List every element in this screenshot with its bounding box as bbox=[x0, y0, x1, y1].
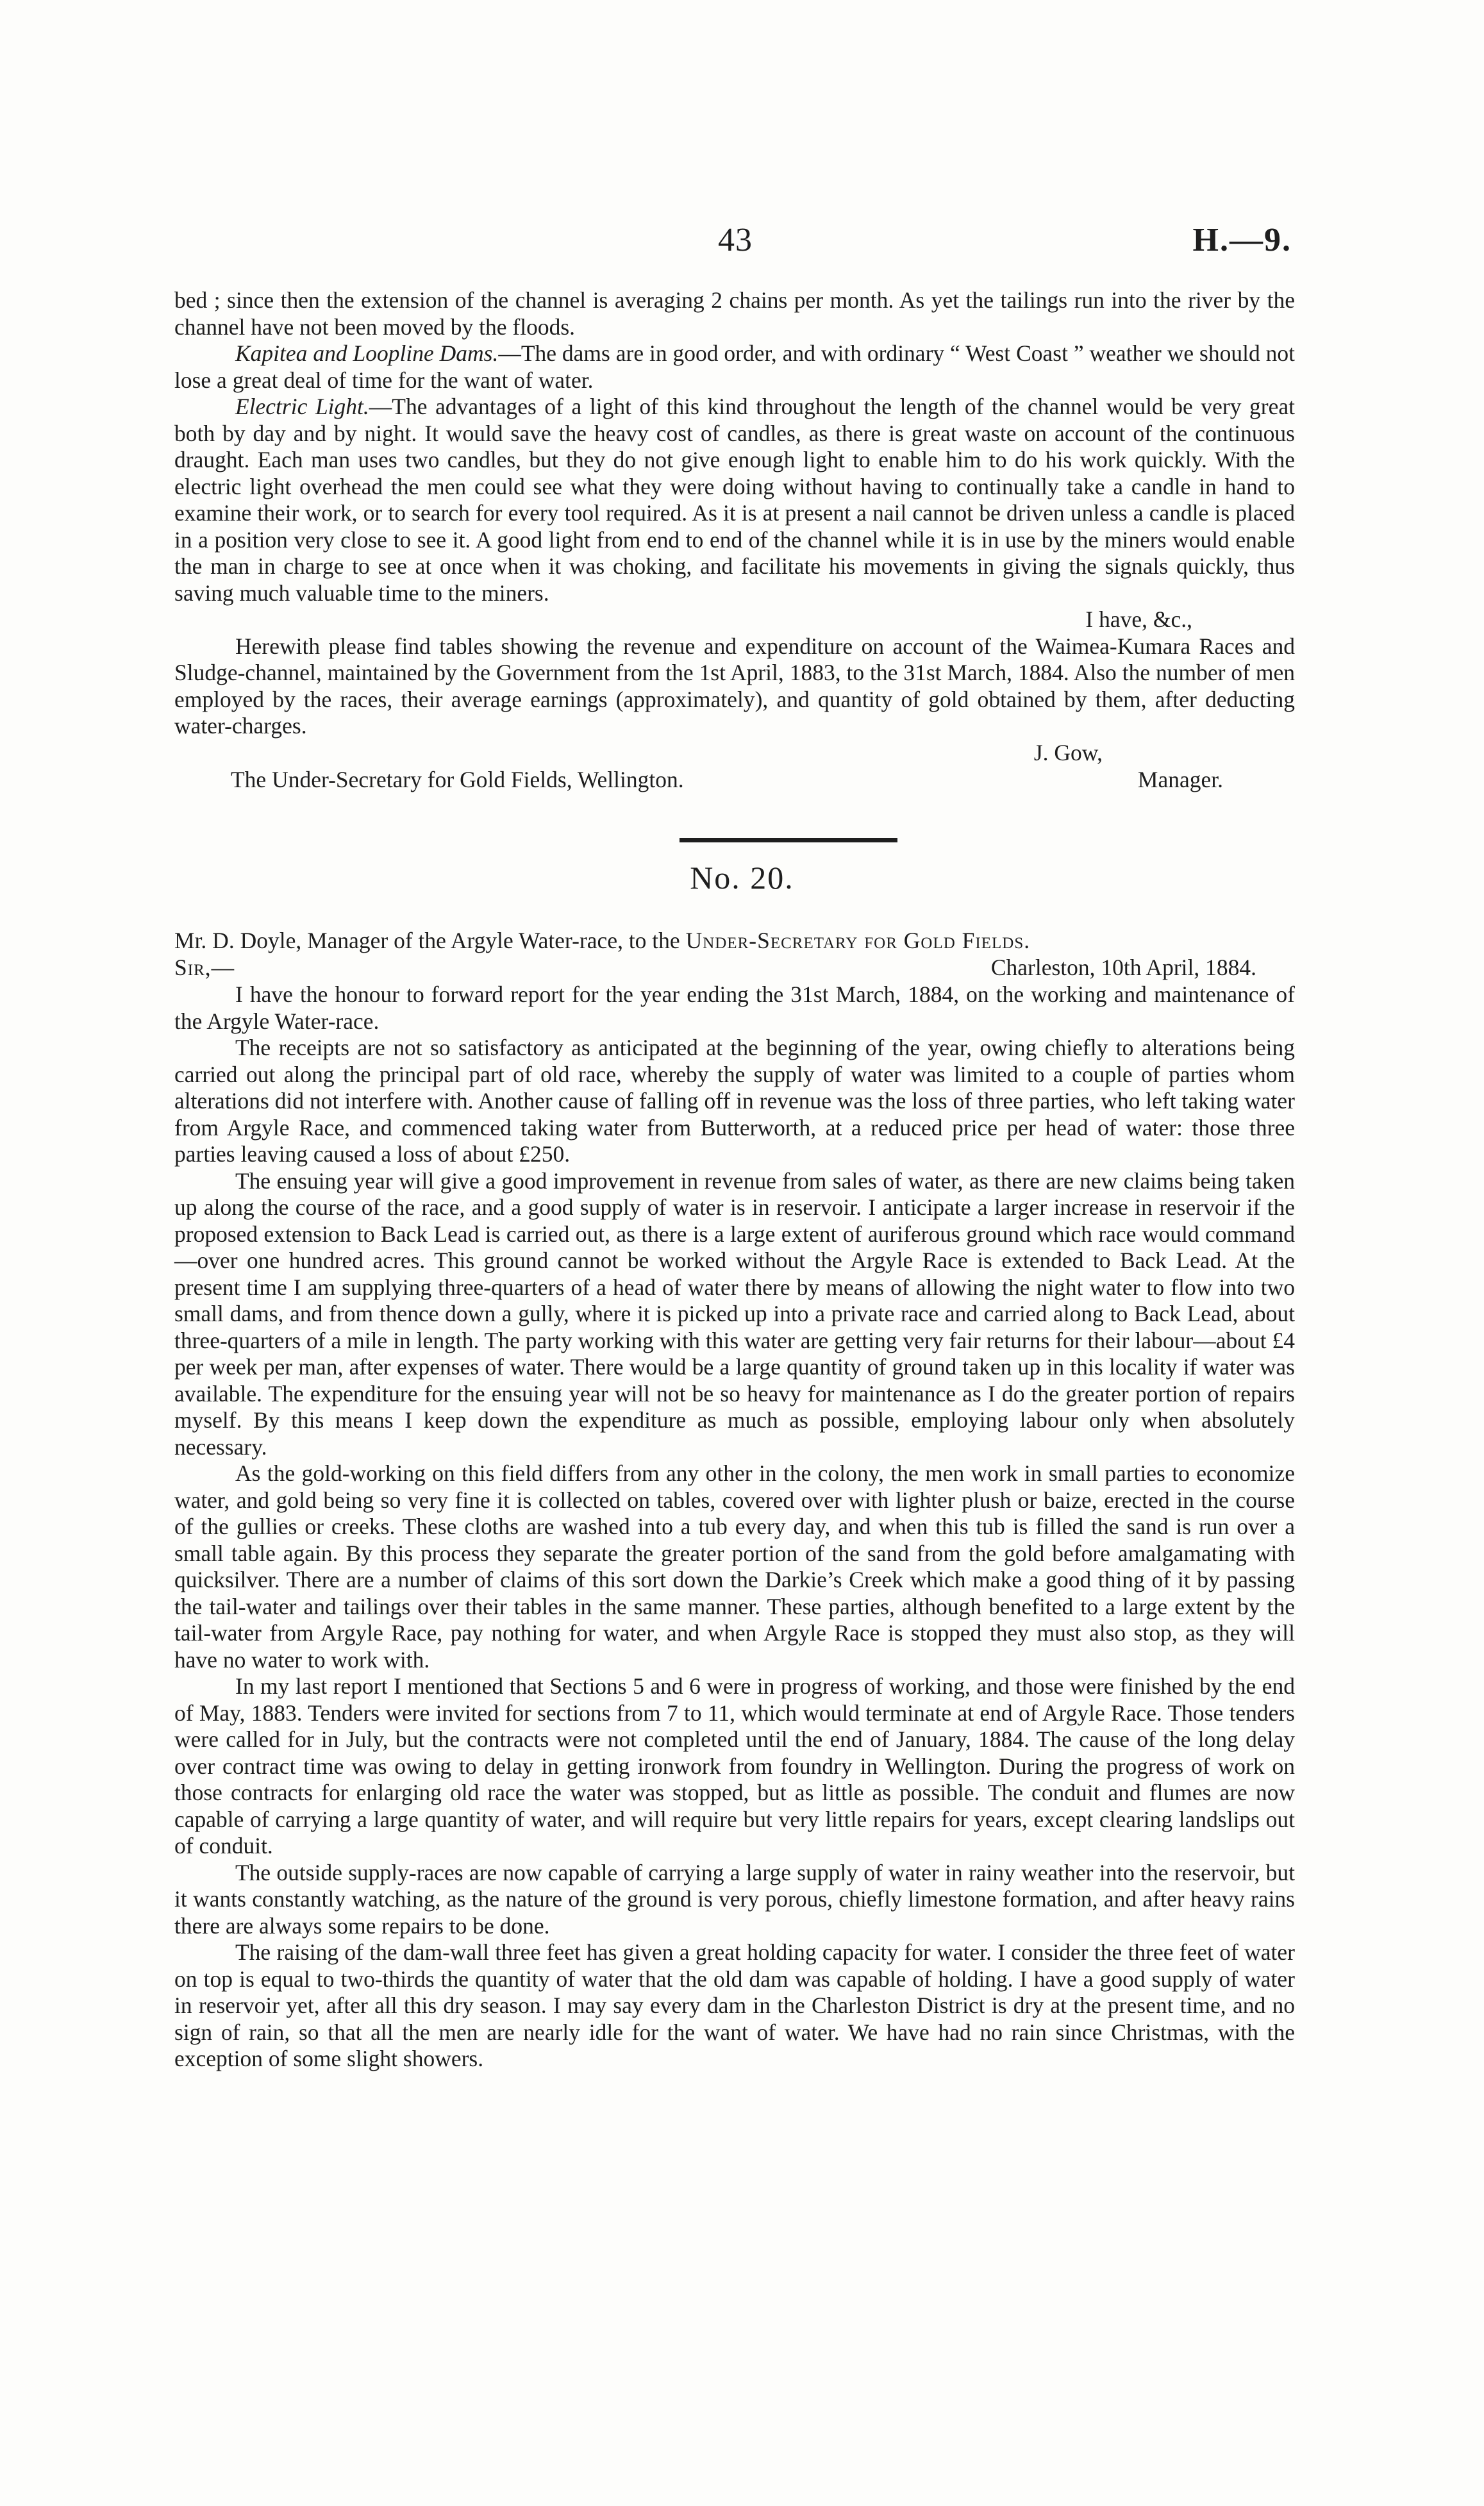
letter-to: Under-Secretary for Gold Fields. bbox=[685, 928, 1031, 953]
page-number: 43 bbox=[718, 222, 753, 258]
subheading-kapitea-dams: Kapitea and Loopline Dams. bbox=[235, 340, 499, 366]
paragraph-electric-light bbox=[174, 394, 1295, 606]
letter-heading bbox=[174, 928, 1295, 982]
paragraph-herewith-tables: Herewith please find tables showing the revenue and expenditure on account of the Waimea-Kumara Races and Sludge-channel, maintained by the Government from the 1st April, 1883, to the 31st March, 1884. Also the number of men employed by the races, their average earnings (approximately), and quantity of gold obtained by them, after deducting water-charges. bbox=[174, 633, 1295, 739]
previous-report-continuation bbox=[174, 287, 1295, 795]
subheading-electric-light: Electric Light. bbox=[235, 394, 369, 419]
letter-paragraph: The receipts are not so satisfactory as anticipated at the beginning of the year, owing chiefly to alterations being carried out along the principal part of old race, whereby the supply of water was limited to a couple of parties whom alterations did not interfere with. Another cause of falling off in revenue was the loss of three parties, who left taking water from Argyle Race, and commenced taking water from Butterworth, at a reduced price per head of water: those three parties leaving caused a loss of about £250. bbox=[174, 1035, 1295, 1167]
signature-row bbox=[174, 740, 1295, 767]
letter-from: Mr. D. Doyle, Manager of the Argyle Water-race, to the bbox=[174, 928, 680, 953]
letter-paragraph: The outside supply-races are now capable of carrying a large supply of water in rainy weather into the reservoir, but it wants constantly watching, as the nature of the ground is very porous, chiefly limestone formation, and after heavy rains there are always some repairs to be done. bbox=[174, 1859, 1295, 1939]
signature-name: J. Gow, bbox=[1033, 739, 1103, 765]
paragraph-kapitea-dams bbox=[174, 340, 1295, 394]
letter-paragraph: As the gold-working on this field differs from any other in the colony, the men work in small parties to economize water, and gold being so very fine it is collected on tables, covered over with lighter plush or baize, erected in the course of the gullies or creeks. These cloths are washed into a tub every day, and when this tub is filled the sand is run over a small table again. By this process they separate the greater portion of the sand from the gold before amalgamating with quicksilver. There are a number of claims of this sort down the Darkie’s Creek which make a good thing of it by passing the tail-water and tailings over their tables in the same manner. These parties, although benefited to a large extent by the tail-water from Argyle Race, pay nothing for water, and when Argyle Race is stopped they must also stop, as they will have no water to work with. bbox=[174, 1460, 1295, 1673]
page-header bbox=[0, 221, 1484, 266]
closing-i-have: I have, &c., bbox=[1085, 606, 1192, 632]
letter-from-to bbox=[174, 928, 1295, 955]
salutation-row bbox=[174, 955, 1295, 982]
letter-paragraph: I have the honour to forward report for the year ending the 31st March, 1884, on the working and maintenance of the Argyle Water-race. bbox=[174, 982, 1295, 1034]
section-divider bbox=[679, 838, 897, 842]
addressee: The Under-Secretary for Gold Fields, Wellington. bbox=[231, 766, 684, 792]
paragraph-channel-extension: bed ; since then the extension of the channel is averaging 2 chains per month. As yet the tailings run into the river by the channel have not been moved by the floods. bbox=[174, 287, 1295, 340]
signature-title: Manager. bbox=[1137, 766, 1223, 792]
place-date: Charleston, 10th April, 1884. bbox=[990, 954, 1256, 980]
paragraph-kapitea-dams-body: —The dams are in good order, and with ordinary “ West Coast ” weather we should not lose a great deal of time for the want of water. bbox=[174, 340, 1295, 393]
letter-paragraph: The ensuing year will give a good improvement in revenue from sales of water, as there are new claims being taken up along the course of the race, and a good supply of water is in reservoir. I anticipate a larger increase in reservoir if the proposed extension to Back Lead is carried out, as there is a large extent of auriferous ground which race would command—over one hundred acres. This ground cannot be worked without the Argyle Race is extended to Back Lead. At the present time I am supplying three-quarters of a head of water there by means of allowing the night water to flow into two small dams, and from thence down a gully, where it is picked up into a private race and carried along to Back Lead, about three-quarters of a mile in length. The party working with this water are getting very fair returns for their labour—about £4 per week per man, after expenses of water. There would be a large quantity of ground taken up in this locality if water was available. The expenditure for the ensuing year will not be so heavy for maintenance as I do the greater portion of repairs myself. By this means I keep down the expenditure as much as possible, employing labour only when absolutely necessary. bbox=[174, 1167, 1295, 1460]
addressee-row bbox=[174, 767, 1295, 795]
salutation: Sir,— bbox=[174, 954, 235, 980]
letter-body bbox=[174, 982, 1295, 2073]
letter-paragraph: The raising of the dam-wall three feet has given a great holding capacity for water. I consider the three feet of water on top is equal to two-thirds the quantity of water that the old dam was capable of holding. I have a good supply of water in reservoir yet, after all this dry season. I may say every dam in the Charleston District is dry at the present time, and no sign of rain, so that all the men are nearly idle for the want of water. We have had no rain since Christmas, with the exception of some slight showers. bbox=[174, 1939, 1295, 2071]
paragraph-electric-light-body: —The advantages of a light of this kind throughout the length of the channel would be very great both by day and by night. It would save the heavy cost of candles, as there is great waste on account of the continuous draught. Each man uses two candles, but they do not give enough light to enable him to do his work quickly. With the electric light overhead the men could see what they were doing without having to continually take a candle in hand to examine their work, or to search for every tool required. As it is at present a nail cannot be driven unless a candle is placed in a position very close to see it. A good light from end to end of the channel while it is in use by the miners would enable the man in charge to see at once when it was choking, and facilitate his movements in giving the signals quickly, thus saving much valuable time to the miners. bbox=[174, 394, 1295, 606]
letter-number: No. 20. bbox=[690, 860, 794, 896]
letter-paragraph: In my last report I mentioned that Sections 5 and 6 were in progress of working, and those were finished by the end of May, 1883. Tenders were invited for sections from 7 to 11, which would terminate at end of Argyle Race. Those tenders were called for in July, but the contracts were not completed until the end of January, 1884. The cause of the long delay over contract time was owing to delay in getting ironwork from foundry in Wellington. During the progress of work on those contracts for enlarging old race the water was stopped, but as little as possible. The conduit and flumes are now capable of carrying a large quantity of water, and will require but very little repairs for years, except clearing landslips out of conduit. bbox=[174, 1673, 1295, 1859]
document-reference: H.—9. bbox=[1192, 222, 1292, 258]
